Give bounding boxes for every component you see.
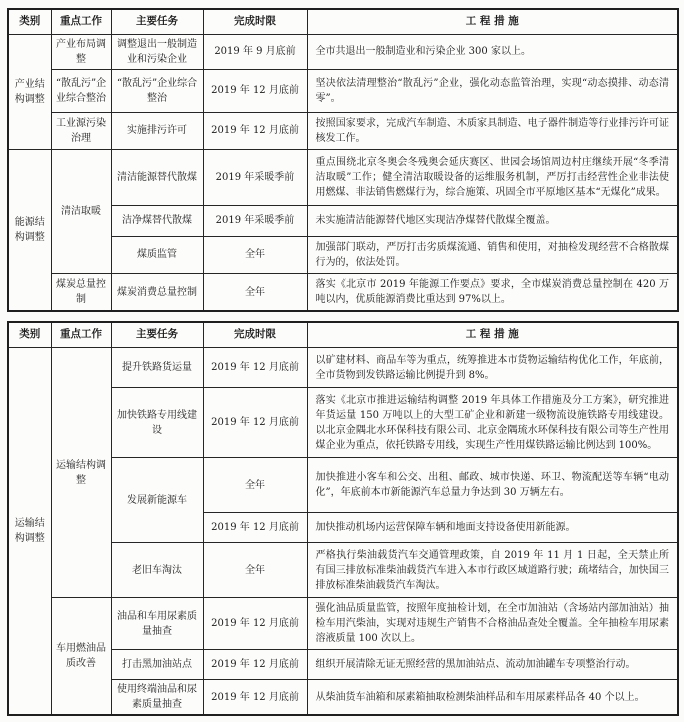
measure-cell: 加快推进小客车和公交、出租、邮政、城市快递、环卫、物流配送等车辆“电动化”，年底前本市新能源汽车总量力争达到 30 万辆左右。: [307, 458, 678, 513]
measure-cell: 全市共退出一般制造业和污染企业 300 家以上。: [307, 34, 678, 69]
col-header-deadline: 完成时限: [203, 322, 307, 347]
task-cell: 油品和车用尿素质量抽查: [111, 598, 203, 650]
col-header-measures: 工 程 措 施: [307, 9, 678, 34]
table-row: [8, 69, 678, 112]
measure-cell: 按照国家要求，完成汽车制造、木质家具制造、电子器件制造等行业排污许可证核发工作。: [307, 112, 678, 149]
key-work-cell: 工业源污染治理: [51, 112, 111, 149]
table-row: [8, 348, 678, 388]
table-row: [8, 598, 678, 650]
task-cell: 洁净煤替代散煤: [111, 205, 203, 236]
measure-cell: 未实施清洁能源替代地区实现洁净煤替代散煤全覆盖。: [307, 205, 678, 236]
task-cell: 老旧车淘汰: [111, 543, 203, 598]
deadline-cell: 2019 年 12 月底前: [203, 598, 307, 650]
measure-cell: 坚决依法清理整治“散乱污”企业，强化动态监管治理，实现“动态摸排、动态清零”。: [307, 69, 678, 112]
task-cell: 煤炭消费总量控制: [111, 273, 203, 311]
deadline-cell: 2019 年 9 月底前: [203, 34, 307, 69]
measure-cell: 严格执行柴油载货汽车交通管理政策，自 2019 年 11 月 1 日起，全天禁止所有国三排放标准柴油载货汽车进入本市行政区域道路行驶；疏堵结合，加快国三排放标准柴油载货汽车淘汰。: [307, 543, 678, 598]
deadline-cell: 2019 年 12 月底前: [203, 348, 307, 388]
deadline-cell: 2019 年采暖季前: [203, 205, 307, 236]
task-cell: “散乱污”企业综合整治: [111, 69, 203, 112]
header-row: [8, 9, 678, 34]
col-header-main-task: 主要任务: [111, 322, 203, 347]
key-work-cell: 清洁取暖: [51, 149, 111, 273]
task-cell: 加快铁路专用线建设: [111, 388, 203, 458]
task-cell: 发展新能源车: [111, 458, 203, 543]
deadline-cell: 全年: [203, 273, 307, 311]
task-cell: 煤质监管: [111, 236, 203, 273]
table-row: [8, 149, 678, 205]
deadline-cell: 2019 年 12 月底前: [203, 680, 307, 716]
industry-energy-structure-table: [7, 8, 679, 312]
category-cell: 产业结构调整: [8, 34, 51, 149]
col-header-main-task: 主要任务: [111, 9, 203, 34]
key-work-cell: “散乱污”企业综合整治: [51, 69, 111, 112]
transport-structure-table: [7, 321, 679, 716]
col-header-key-work: 重点工作: [51, 322, 111, 347]
deadline-cell: 全年: [203, 543, 307, 598]
task-cell: 打击黑加油站点: [111, 650, 203, 680]
table-row: [8, 112, 678, 149]
measure-cell: 加快推动机场内运营保障车辆和地面支持设备使用新能源。: [307, 513, 678, 543]
task-cell: 实施排污许可: [111, 112, 203, 149]
col-header-deadline: 完成时限: [203, 9, 307, 34]
key-work-cell: 车用燃油品质改善: [51, 598, 111, 716]
col-header-category: 类别: [8, 9, 51, 34]
col-header-category: 类别: [8, 322, 51, 347]
deadline-cell: 2019 年 12 月底前: [203, 112, 307, 149]
deadline-cell: 2019 年采暖季前: [203, 149, 307, 205]
task-cell: 提升铁路货运量: [111, 348, 203, 388]
deadline-cell: 全年: [203, 458, 307, 513]
col-header-measures: 工 程 措 施: [307, 322, 678, 347]
deadline-cell: 全年: [203, 236, 307, 273]
measure-cell: 从柴油货车油箱和尿素箱抽取检测柴油样品和车用尿素样品各 40 个以上。: [307, 680, 678, 716]
measure-cell: 落实《北京市 2019 年能源工作要点》要求，全市煤炭消费总量控制在 420 万吨以内，优质能源消费比重达到 97%以上。: [307, 273, 678, 311]
deadline-cell: 2019 年 12 月底前: [203, 69, 307, 112]
header-row: [8, 322, 678, 347]
deadline-cell: 2019 年 12 月底前: [203, 513, 307, 543]
task-cell: 调整退出一般制造业和污染企业: [111, 34, 203, 69]
measure-cell: 以矿建材料、商品车等为重点，统筹推进本市货物运输结构优化工作，年底前，全市货物到发铁路运输比例提升到 8%。: [307, 348, 678, 388]
col-header-key-work: 重点工作: [51, 9, 111, 34]
category-cell: 能源结构调整: [8, 149, 51, 311]
table-row: [8, 273, 678, 311]
measure-cell: 强化油品质量监管，按照年度抽检计划，在全市加油站（含场站内部加油站）抽检车用汽柴油，实现对违规生产销售不合格油品查处全覆盖。全年抽检车用尿素溶液质量 100 次以上。: [307, 598, 678, 650]
measure-cell: 落实《北京市推进运输结构调整 2019 年具体工作措施及分工方案》，研究推进年货运量 150 万吨以上的大型工矿企业和新建一级物流设施铁路专用线建设。以北京金隅北水环保科技有限公司、北京金隅琉水环保科技有限公司等生产性用煤企业为重点，依托铁路专用线，实现生产性用煤铁路运输比例达到 100%。: [307, 388, 678, 458]
task-cell: 清洁能源替代散煤: [111, 149, 203, 205]
table-row: [8, 34, 678, 69]
key-work-cell: 煤炭总量控制: [51, 273, 111, 311]
key-work-cell: 产业布局调整: [51, 34, 111, 69]
measure-cell: 加强部门联动，严厉打击劣质煤流通、销售和使用，对抽检发现经营不合格散煤行为的，依法处罚。: [307, 236, 678, 273]
measure-cell: 重点围绕北京冬奥会冬残奥会延庆赛区、世园会场馆周边村庄继续开展“冬季清洁取暖”工作；健全清洁取暖设备的运维服务机制，严厉打击经营性企业非法使用燃煤、非法销售燃煤行为，综合施策、巩固全市平原地区基本“无煤化”成果。: [307, 149, 678, 205]
deadline-cell: 2019 年 12 月底前: [203, 650, 307, 680]
category-cell: 运输结构调整: [8, 348, 51, 716]
measure-cell: 组织开展清除无证无照经营的黑加油站点、流动加油罐车专项整治行动。: [307, 650, 678, 680]
task-cell: 使用终端油品和尿素质量抽查: [111, 680, 203, 716]
key-work-cell: 运输结构调整: [51, 348, 111, 598]
deadline-cell: 2019 年 12 月底前: [203, 388, 307, 458]
